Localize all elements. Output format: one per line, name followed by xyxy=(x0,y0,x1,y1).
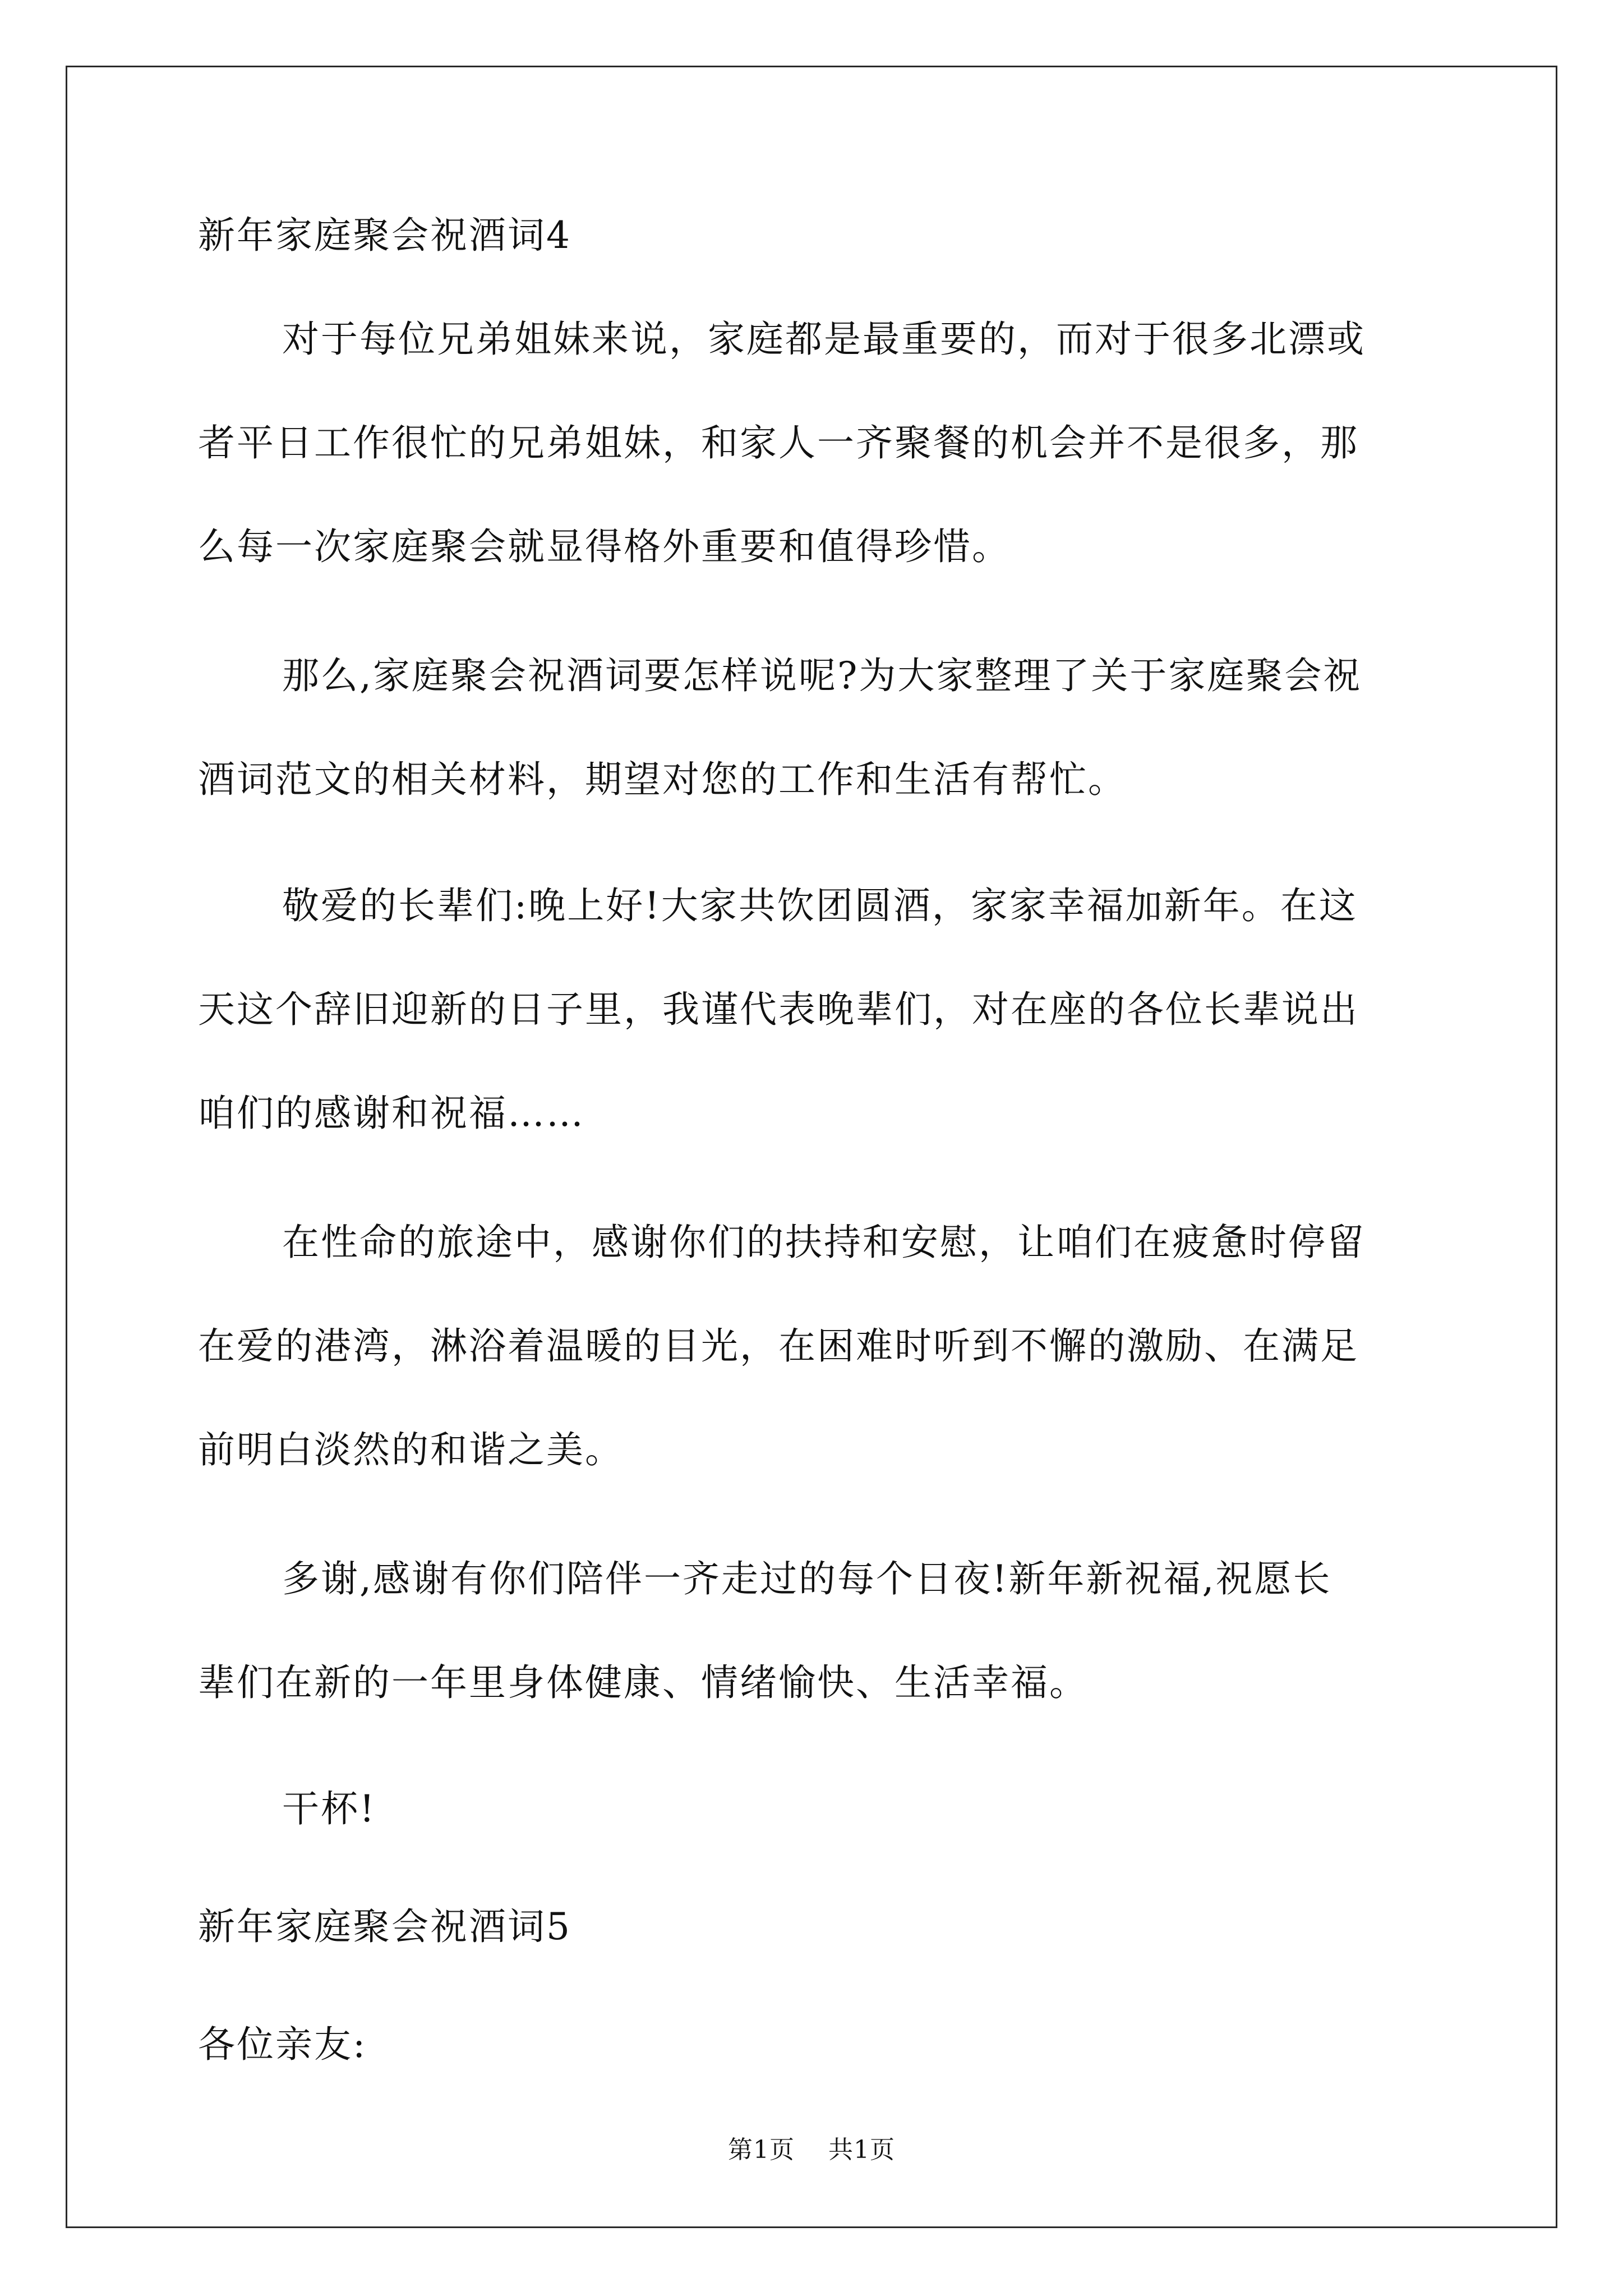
paragraph-line: 辈们在新的一年里身体健康、情绪愉快、生活幸福。 xyxy=(198,1661,1088,1704)
paragraph-line: 么每一次家庭聚会就显得格外重要和值得珍惜。 xyxy=(198,525,1011,568)
paragraph-line: 者平日工作很忙的兄弟姐妹，和家人一齐聚餐的机会并不是很多，那 xyxy=(198,421,1359,464)
salutation: 各位亲友: xyxy=(198,2023,367,2066)
paragraph-line: 咱们的感谢和祝福…… xyxy=(198,1092,585,1135)
paragraph-line: 在爱的港湾，淋浴着温暖的目光，在困难时听到不懈的激励、在满足 xyxy=(198,1324,1359,1368)
toast-line: 干杯! xyxy=(282,1787,376,1830)
paragraph-line: 前明白淡然的和谐之美。 xyxy=(198,1428,624,1471)
page-total: 共1页 xyxy=(828,2136,895,2164)
paragraph-line: 多谢,感谢有你们陪伴一齐走过的每个日夜!新年新祝福,祝愿长 xyxy=(282,1557,1332,1600)
page-border xyxy=(66,66,1557,2228)
section-heading-5: 新年家庭聚会祝酒词5 xyxy=(198,1905,571,1948)
page-number: 第1页 xyxy=(728,2136,795,2164)
paragraph-line: 酒词范文的相关材料，期望对您的工作和生活有帮忙。 xyxy=(198,758,1127,801)
paragraph-line: 对于每位兄弟姐妹来说，家庭都是最重要的，而对于很多北漂或 xyxy=(282,318,1366,361)
paragraph-line: 那么,家庭聚会祝酒词要怎样说呢?为大家整理了关于家庭聚会祝 xyxy=(282,654,1362,697)
paragraph-line: 天这个辞旧迎新的日子里，我谨代表晚辈们，对在座的各位长辈说出 xyxy=(198,988,1359,1031)
paragraph-line: 在性命的旅途中，感谢你们的扶持和安慰，让咱们在疲惫时停留 xyxy=(282,1221,1366,1264)
page-footer xyxy=(0,2136,1623,2164)
section-heading-4: 新年家庭聚会祝酒词4 xyxy=(198,214,571,257)
paragraph-line: 敬爱的长辈们:晚上好!大家共饮团圆酒，家家幸福加新年。在这 xyxy=(282,884,1358,927)
